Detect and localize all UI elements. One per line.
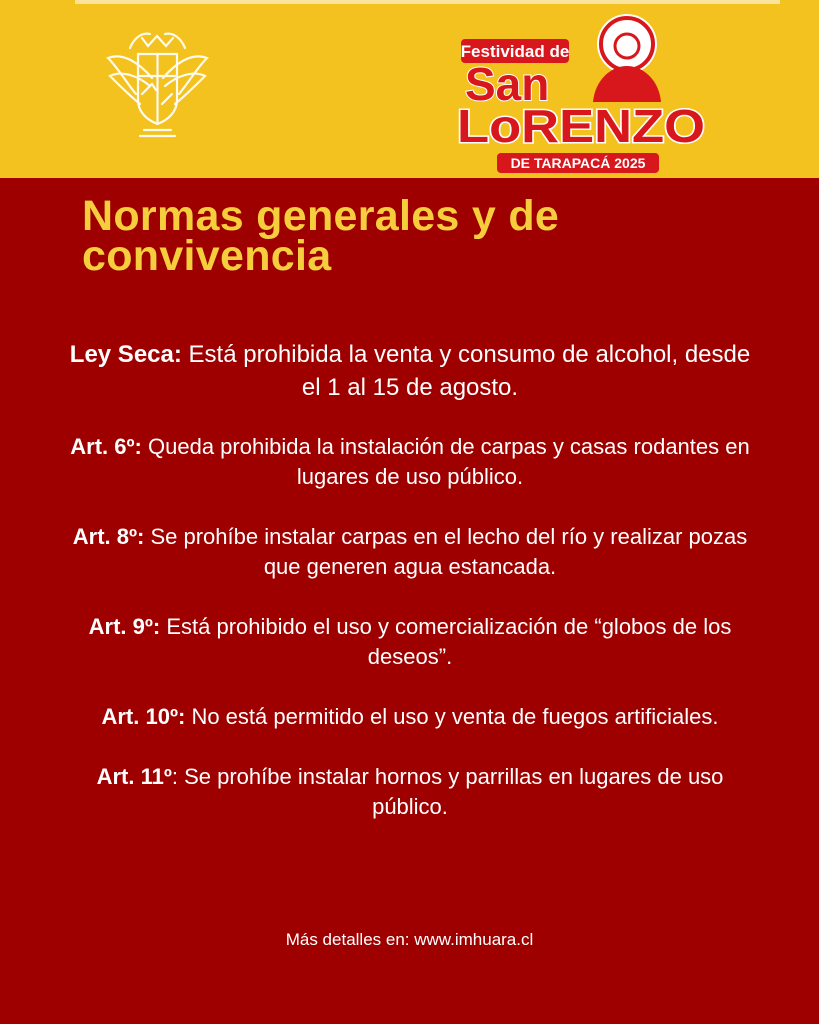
top-strip — [75, 0, 780, 4]
rule-art-11 — [60, 762, 760, 822]
festividad-san-lorenzo-logo — [455, 10, 710, 176]
rule-label: Art. 10º: — [101, 704, 186, 729]
saint-figure-icon — [593, 14, 661, 102]
rule-text: Se prohíbe instalar carpas en el lecho del río y realizar pozas que generen agua estancada. — [144, 524, 748, 579]
footer-more-details: Más detalles en: www.imhuara.cl — [285, 930, 534, 949]
title-line-2: convivencia — [82, 232, 332, 280]
logo-line-lorenzo: LoRENZO — [457, 100, 705, 152]
rule-label: Art. 6º: — [70, 434, 142, 459]
rule-art-8 — [60, 522, 760, 582]
rule-text: Está prohibida la venta y consumo de alcohol, desde el 1 al 15 de agosto. — [181, 341, 751, 401]
title-line-1: Normas generales y de — [82, 192, 560, 240]
rule-text: No está permitido el uso y venta de fuegos artificiales. — [185, 704, 719, 729]
rule-label: Ley Seca: — [69, 341, 182, 368]
logo-line-tarapaca: DE TARAPACÁ 2025 — [510, 155, 646, 171]
municipal-crest-icon — [100, 24, 215, 144]
rule-art-6 — [60, 432, 760, 492]
rule-art-9 — [60, 612, 760, 672]
logo-line-san: San — [465, 58, 550, 110]
rule-label: Art. 9º: — [88, 614, 161, 639]
rule-text: Queda prohibida la instalación de carpas y casas rodantes en lugares de uso público. — [141, 434, 750, 489]
rule-label: Art. 11º — [96, 764, 172, 789]
rules-list — [60, 338, 760, 852]
rule-label: Art. 8º: — [72, 524, 145, 549]
page-title — [82, 192, 782, 280]
rule-text: : Se prohíbe instalar hornos y parrillas en lugares de uso público. — [171, 764, 724, 819]
header-band — [0, 0, 819, 178]
rule-ley-seca — [60, 338, 760, 404]
rule-art-10 — [60, 702, 760, 732]
rule-text: Está prohibido el uso y comercialización de “globos de los deseos”. — [160, 614, 732, 669]
logo-line-festividad: Festividad de — [460, 42, 570, 61]
